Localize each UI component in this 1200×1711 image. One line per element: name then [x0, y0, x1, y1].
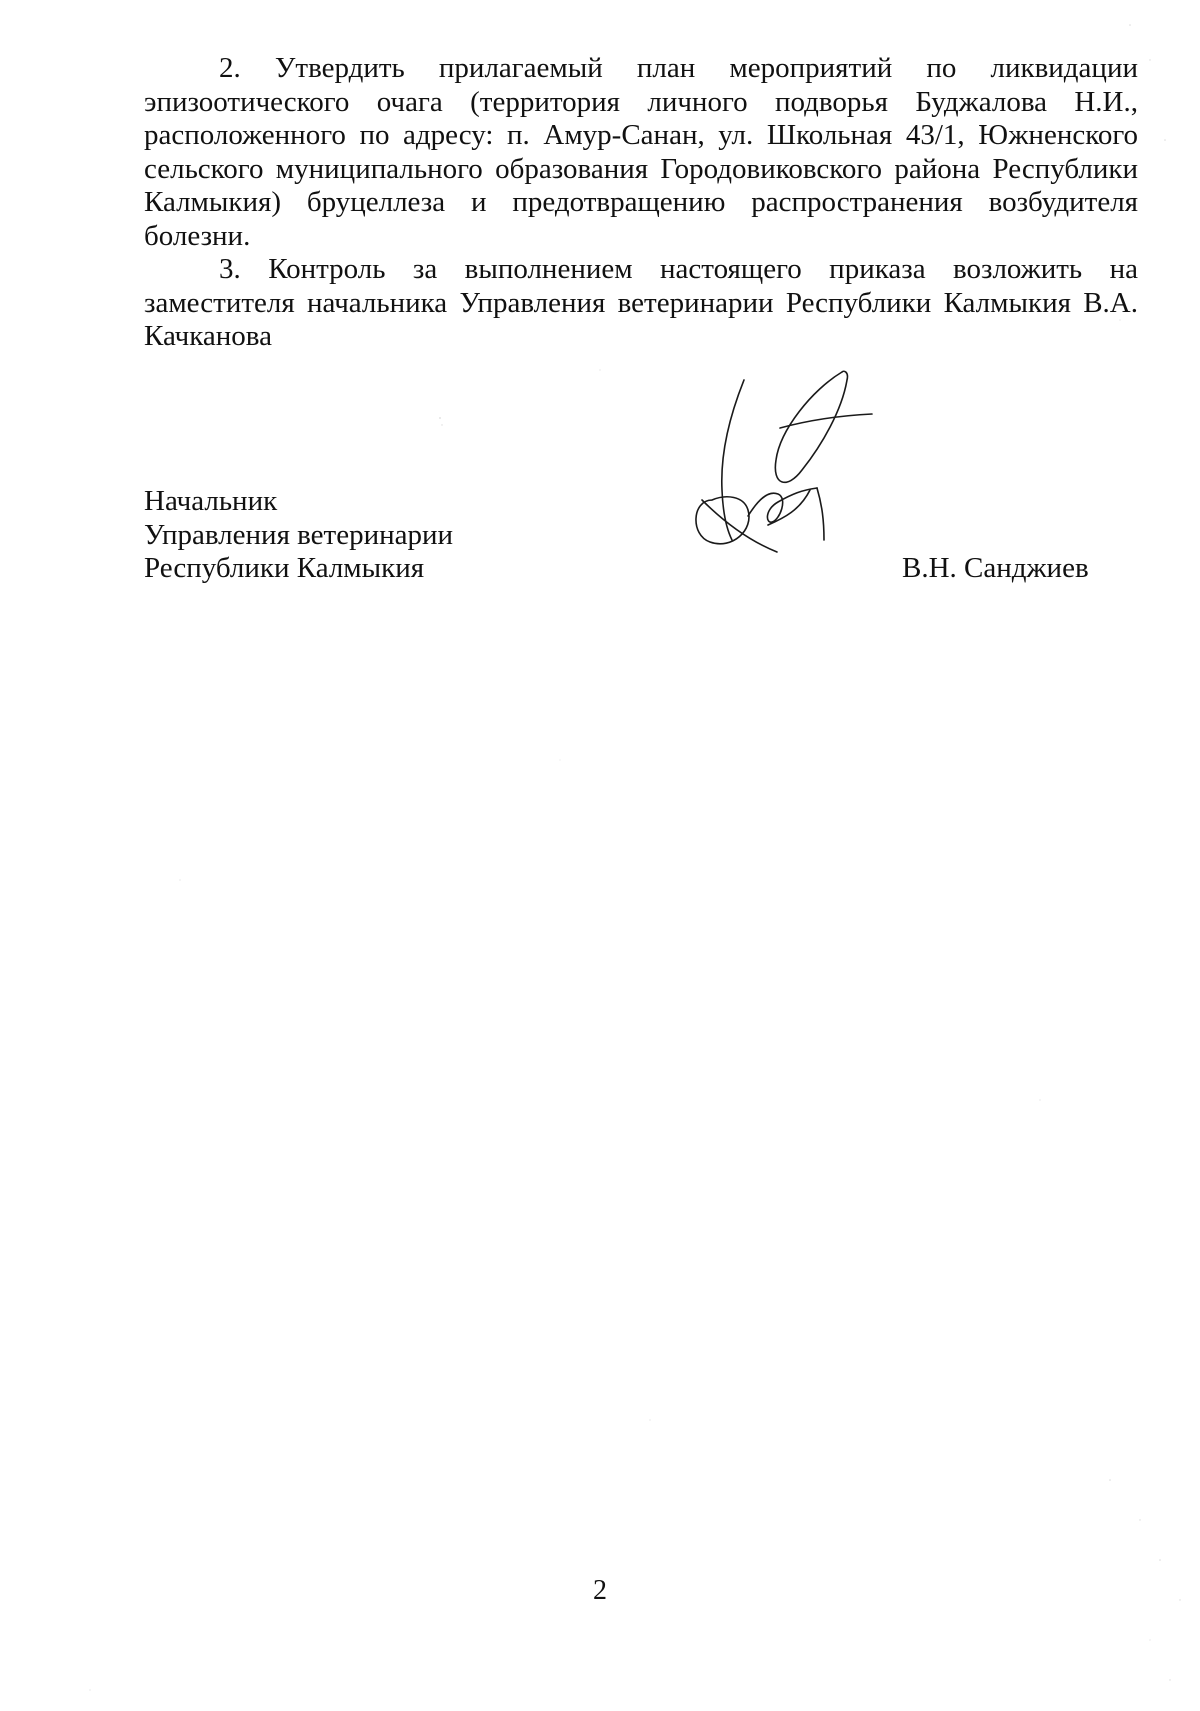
position-line: Начальник [144, 485, 278, 517]
position-line: Управления ветеринарии [144, 518, 454, 551]
position-line: Республики Калмыкия [144, 552, 425, 584]
page-number: 2 [593, 1575, 607, 1606]
paragraph-item-3: 3. Контроль за выполнением настоящего приказа возложить на заместителя начальника Управления ветеринарии Республики Калмыкия В.А. Качканова [144, 253, 1138, 352]
document-body [144, 52, 1138, 354]
signer-position [144, 485, 453, 586]
signature-block [144, 485, 1138, 595]
signer-name: В.Н. Санджиев [902, 552, 1089, 584]
paragraph-item-2: 2. Утвердить прилагаемый план мероприятий по ликвидации эпизоотического очага (территория личного подворья Буджалова Н.И., расположенного по адресу: п. Амур-Санан, ул. Школьная 43/1, Южненского сельского муниципального образования Городовиковского района Республики Калмыкия) бруцеллеза и предотвращению распространения возбудителя болезни. [144, 52, 1138, 252]
